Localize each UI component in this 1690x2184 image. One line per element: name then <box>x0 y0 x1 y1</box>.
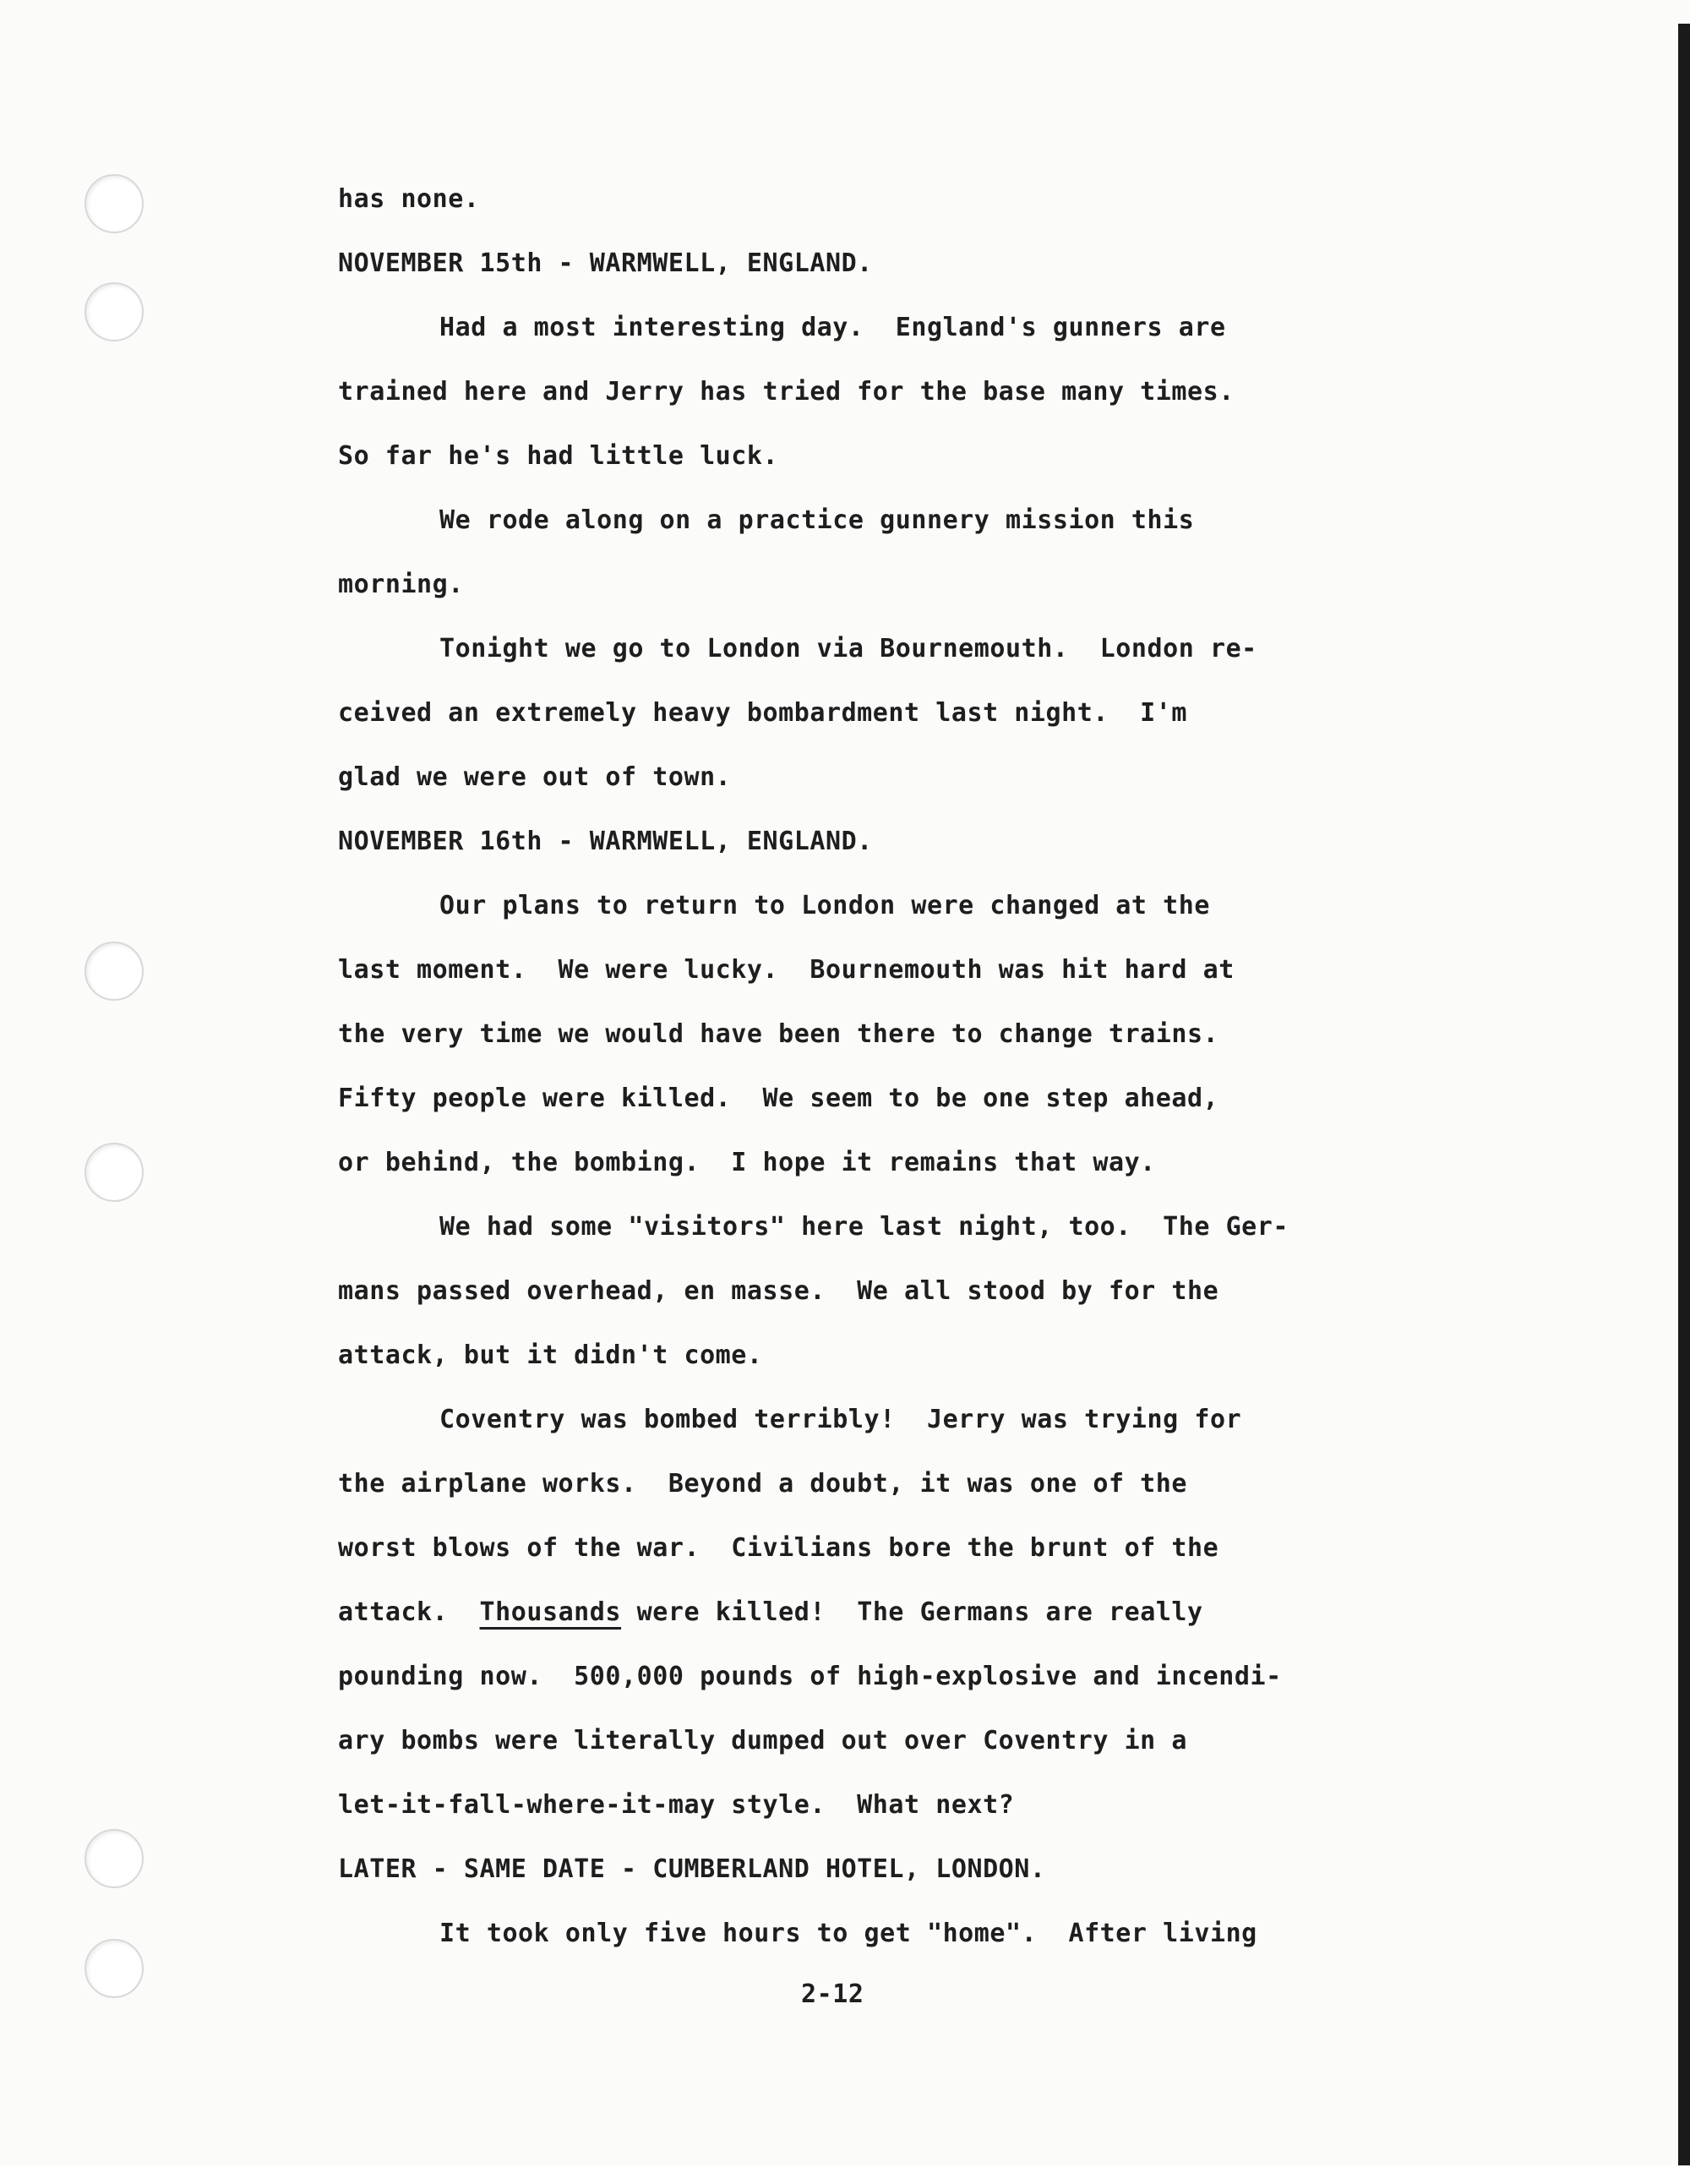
section-heading: NOVEMBER 16th - WARMWELL, ENGLAND. <box>338 827 873 856</box>
text-line: We rode along on a practice gunnery mission this <box>439 505 1195 535</box>
binder-hole <box>84 1829 144 1888</box>
text-line: trained here and Jerry has tried for the base many times. <box>338 377 1235 407</box>
text-line: the airplane works. Beyond a doubt, it was one of the <box>338 1469 1188 1499</box>
text-line: morning. <box>338 570 464 599</box>
binder-hole <box>84 1143 144 1202</box>
section-heading: NOVEMBER 15th - WARMWELL, ENGLAND. <box>338 248 873 278</box>
text-line: pounding now. 500,000 pounds of high-explosive and incendi- <box>338 1662 1282 1691</box>
text-segment: were killed! The Germans are really <box>621 1597 1203 1627</box>
text-line: We had some "visitors" here last night, too. The Ger- <box>439 1212 1289 1242</box>
text-line: has none. <box>338 184 480 214</box>
binder-hole <box>84 942 144 1001</box>
text-line: worst blows of the war. Civilians bore the brunt of the <box>338 1533 1219 1563</box>
text-segment: attack. <box>338 1597 480 1627</box>
text-line: ary bombs were literally dumped out over Coventry in a <box>338 1726 1188 1755</box>
text-line: last moment. We were lucky. Bournemouth was hit hard at <box>338 955 1235 985</box>
text-line: let-it-fall-where-it-may style. What next? <box>338 1790 1015 1820</box>
binder-hole <box>84 1939 144 1998</box>
page-number: 2-12 <box>801 1979 864 2009</box>
page-bottom-margin <box>0 2165 1690 2184</box>
text-line: Fifty people were killed. We seem to be one step ahead, <box>338 1084 1219 1113</box>
underlined-word: Thousands <box>479 1597 622 1627</box>
section-heading: LATER - SAME DATE - CUMBERLAND HOTEL, LONDON. <box>338 1854 1046 1884</box>
page-edge-shadow <box>1678 24 1690 2166</box>
text-line: glad we were out of town. <box>338 762 732 792</box>
text-line: or behind, the bombing. I hope it remains that way. <box>338 1148 1156 1177</box>
text-line: So far he's had little luck. <box>338 441 779 471</box>
text-line: Coventry was bombed terribly! Jerry was trying for <box>439 1405 1242 1434</box>
binder-hole <box>84 282 144 341</box>
text-line <box>338 1596 1203 1630</box>
text-line: Our plans to return to London were changed at the <box>439 891 1210 920</box>
text-line: the very time we would have been there to change trains. <box>338 1019 1219 1049</box>
text-line: Had a most interesting day. England's gunners are <box>439 313 1226 342</box>
text-line: Tonight we go to London via Bournemouth. London re- <box>439 634 1257 663</box>
text-line: mans passed overhead, en masse. We all stood by for the <box>338 1276 1219 1306</box>
text-line: It took only five hours to get "home". After living <box>439 1919 1257 1948</box>
text-line: attack, but it didn't come. <box>338 1340 763 1370</box>
binder-hole <box>84 174 144 233</box>
text-line: ceived an extremely heavy bombardment last night. I'm <box>338 698 1188 728</box>
